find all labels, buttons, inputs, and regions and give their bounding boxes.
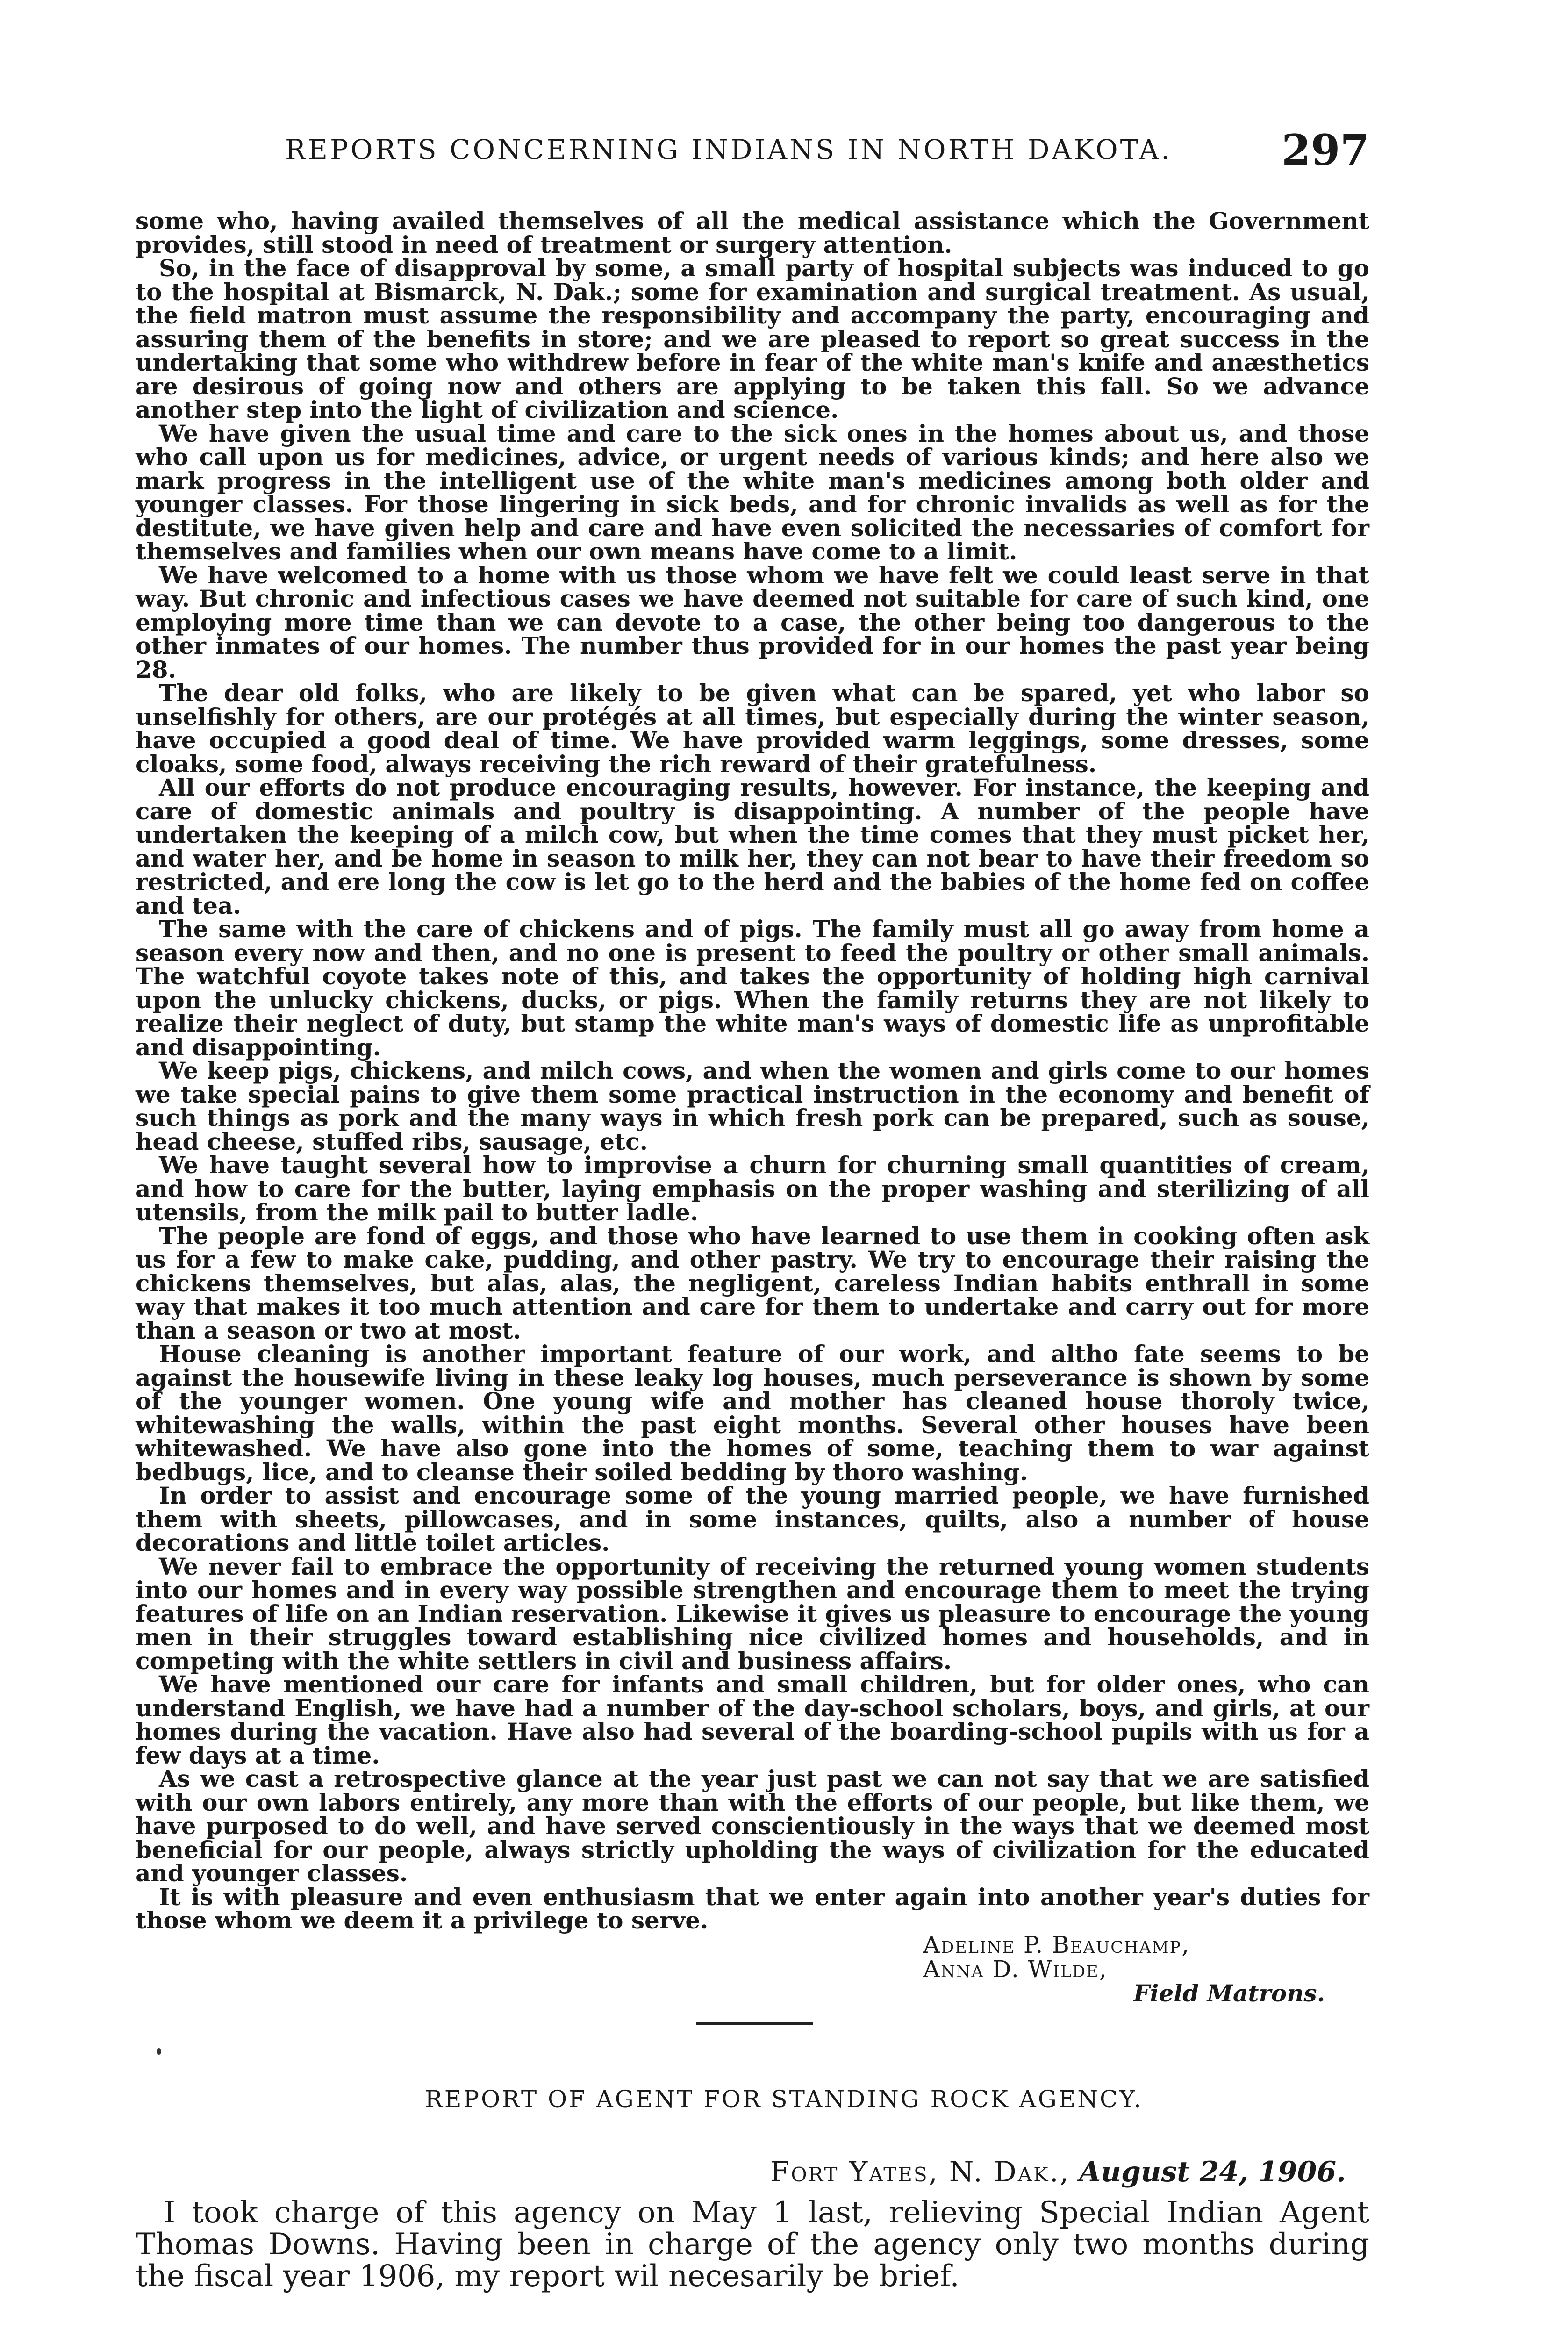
report-body xyxy=(136,209,1369,1933)
paragraph: I took charge of this agency on May 1 last, relieving Special Indian Agent Thomas Downs. Having been in charge of the agency only two months during the fiscal year 1906, my report wil necesarily be brief. xyxy=(136,2195,1369,2294)
paragraph: We have given the usual time and care to the sick ones in the homes about us, and those who call upon us for medicines, advice, or urgent needs of various kinds; and here also we mark progress in the intelligent use of the white man's medicines among both older and younger classes. For those lingering in sick beds, and for chronic invalids as well as for the destitute, we have given help and care and have even solicited the necessaries of comfort for themselves and families when our own means have come to a limit. xyxy=(136,419,1369,565)
signatory-name: Anna D. Wilde, xyxy=(923,1956,1108,1983)
paragraph: some who, having availed themselves of all the medical assistance which the Government provides, still stood in need of treatment or surgery attention. xyxy=(136,207,1369,258)
paragraph: So, in the face of disapproval by some, a small party of hospital subjects was induced to go to the hospital at Bismarck, N. Dak.; some for examination and surgical treatment. As usual, the field matron must assume the responsibility and accompany the party, encouraging and assuring them of the benefits in store; and we are pleased to report so great success in the undertaking that some who withdrew before in fear of the white man's knife and anæsthetics are desirous of going now and others are applying to be taken this fall. So we advance another step into the light of civilization and science. xyxy=(136,254,1369,423)
section-heading: REPORT OF AGENT FOR STANDING ROCK AGENCY. xyxy=(425,2086,1143,2113)
paragraph: We never fail to embrace the opportunity of receiving the returned young women students into our homes and in every way possible strengthen and encourage them to meet the trying features of life on an Indian reservation. Likewise it gives us pleasure to encourage the young men in their struggles toward establishing nice civilized homes and households, and in competing with the white settlers in civil and business affairs. xyxy=(136,1552,1369,1675)
running-header xyxy=(285,125,1369,177)
paragraph: The same with the care of chickens and of pigs. The family must all go away from home a season every now and then, and no one is present to feed the poultry or other small animals. The watchful coyote takes note of this, and takes the opportunity of holding high carnival upon the unlucky chickens, ducks, or pigs. When the family returns they are not likely to realize their neglect of duty, but stamp the white man's ways of domestic life as unprofitable and disappointing. xyxy=(136,915,1369,1061)
signature-block xyxy=(923,1933,1390,2006)
paragraph: House cleaning is another important feature of our work, and altho fate seems to be against the housewife living in these leaky log houses, much perseverance is shown by some of the younger women. One young wife and mother has cleaned house thoroly twice, whitewashing the walls, within the past eight months. Several other houses have been whitewashed. We have also gone into the homes of some, teaching them to war against bedbugs, lice, and to cleanse their soiled bedding by thoro washing. xyxy=(136,1340,1369,1486)
paragraph: The people are fond of eggs, and those who have learned to use them in cooking often ask us for a few to make cake, pudding, and other pastry. We try to encourage their raising the chickens themselves, but alas, alas, the negligent, careless Indian habits enthrall in some way that makes it too much attention and care for them to undertake and carry out for more than a season or two at most. xyxy=(136,1222,1369,1344)
running-title: REPORTS CONCERNING INDIANS IN NORTH DAKOTA. xyxy=(285,134,1172,165)
dateline xyxy=(770,2156,1346,2188)
paragraph: We have taught several how to improvise a churn for churning small quantities of cream, and how to care for the butter, laying emphasis on the proper washing and sterilizing of all utensils, from the milk pail to butter ladle. xyxy=(136,1151,1369,1226)
page-number: 297 xyxy=(1282,125,1369,175)
paragraph: In order to assist and encourage some of the young married people, we have furnished them with sheets, pillowcases, and in some instances, quilts, also a number of house decorations and little toilet articles. xyxy=(136,1482,1369,1556)
paragraph: As we cast a retrospective glance at the year just past we can not say that we are satisfied with our own labors entirely, any more than with the efforts of our people, but like them, we have purposed to do well, and have served conscientiously in the ways that we deemed most beneficial for our people, always strictly upholding the ways of civilization for the educated and younger classes. xyxy=(136,1765,1369,1887)
paragraph: All our efforts do not produce encouraging results, however. For instance, the keeping and care of domestic animals and poultry is disappointing. A number of the people have undertaken the keeping of a milch cow, but when the time comes that they must picket her, and water her, and be home in season to milk her, they can not bear to have their freedom so restricted, and ere long the cow is let go to the herd and the babies of the home fed on coffee and tea. xyxy=(136,774,1369,919)
bullet-mark-icon xyxy=(157,2048,161,2055)
signatory-title: Field Matrons. xyxy=(1133,1979,1325,2007)
paragraph: The dear old folks, who are likely to be given what can be spared, yet who labor so unselfishly for others, are our protégés at all times, but especially during the winter season, have occupied a good deal of time. We have provided warm leggings, some dresses, some cloaks, some food, always receiving the rich reward of their gratefulness. xyxy=(136,679,1369,778)
section-divider xyxy=(696,2022,813,2025)
paragraph: We keep pigs, chickens, and milch cows, and when the women and girls come to our homes we take special pains to give them some practical instruction in the economy and benefit of such things as pork and the many ways in which fresh pork can be prepared, such as souse, head cheese, stuffed ribs, sausage, etc. xyxy=(136,1057,1369,1155)
signatory-name: Adeline P. Beauchamp, xyxy=(923,1931,1190,1958)
dateline-date: August 24, 1906. xyxy=(1079,2156,1346,2188)
paragraph: We have mentioned our care for infants and small children, but for older ones, who can understand English, we have had a number of the day-school scholars, boys, and girls, at our homes during the vacation. Have also had several of the boarding-school pupils with us for a few days at a time. xyxy=(136,1670,1369,1769)
paragraph: We have welcomed to a home with us those whom we have felt we could least serve in that way. But chronic and infectious cases we have deemed not suitable for care of such kind, one employing more time than we can devote to a case, the other being too dangerous to the other inmates of our homes. The number thus provided for in our homes the past year being 28. xyxy=(136,561,1369,683)
agent-report-intro xyxy=(136,2197,1369,2292)
paragraph: It is with pleasure and even enthusiasm that we enter again into another year's duties for those whom we deem it a privilege to serve. xyxy=(136,1883,1369,1934)
dateline-place: Fort Yates, N. Dak., xyxy=(770,2156,1070,2188)
